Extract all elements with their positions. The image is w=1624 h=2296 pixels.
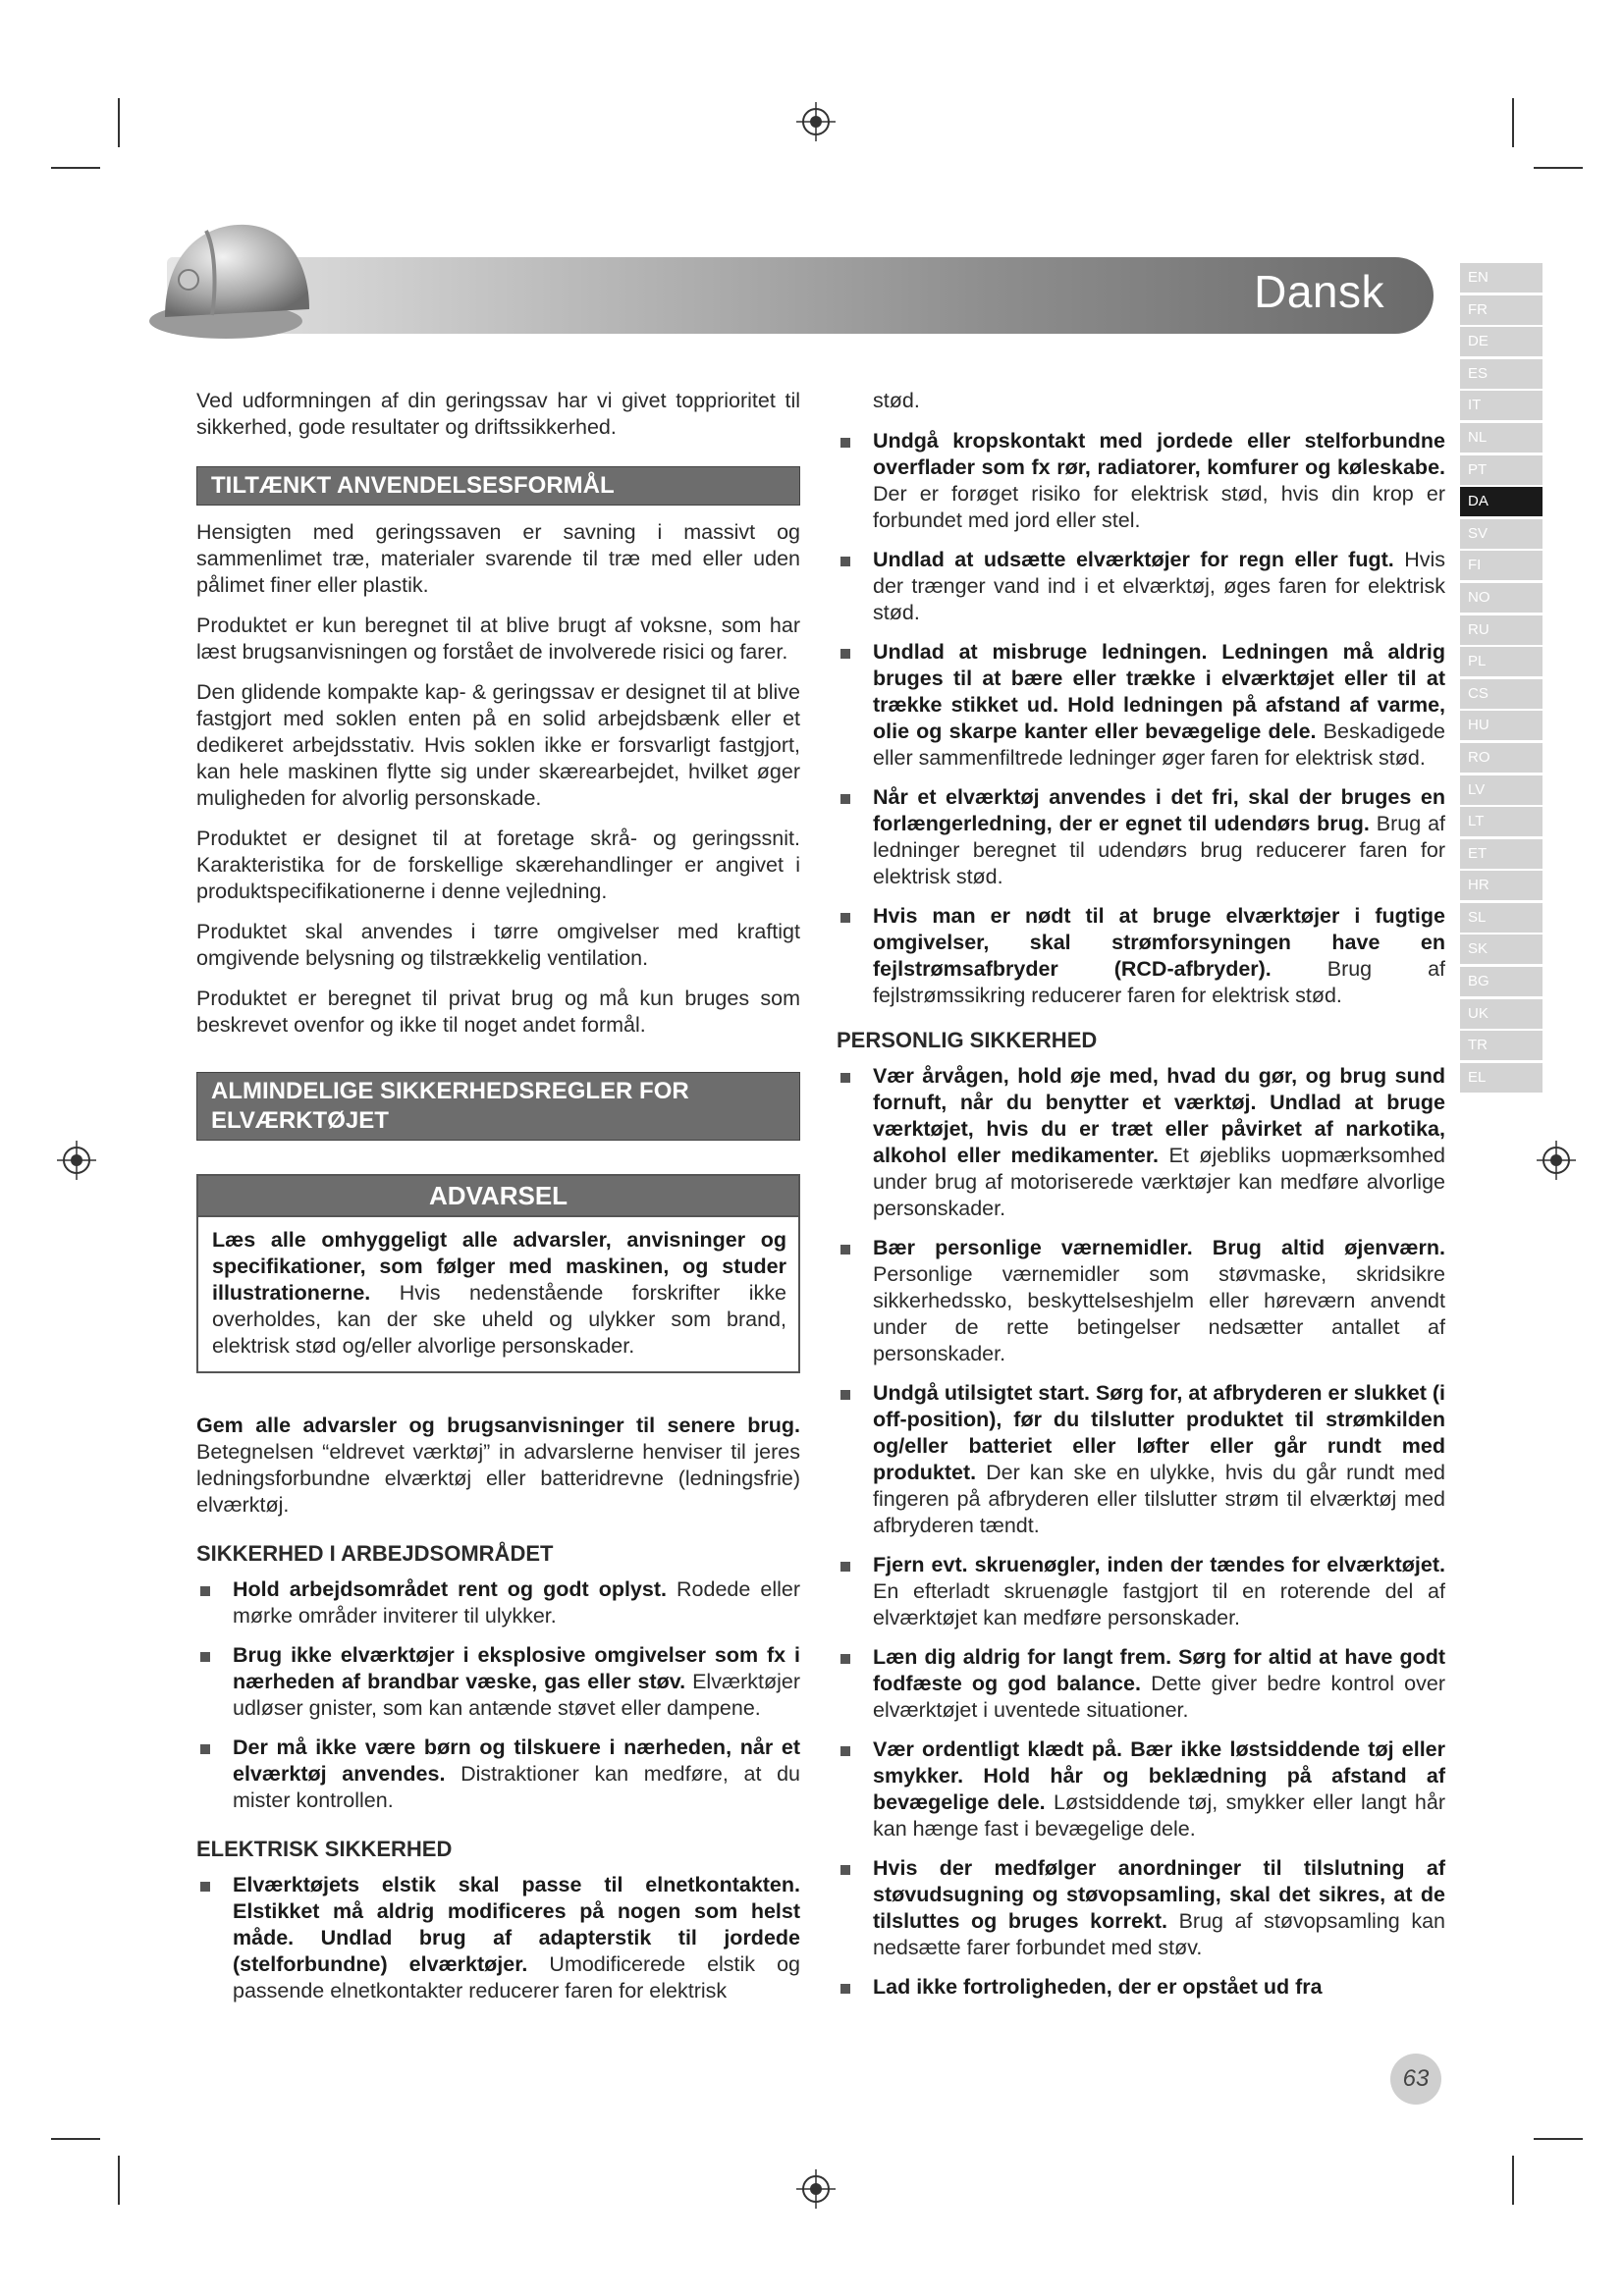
- language-tab-el: EL: [1460, 1063, 1543, 1093]
- language-tab-ro: RO: [1460, 743, 1543, 773]
- list-item: Undgå utilsigtet start. Sørg for, at afbryderen er slukket (i off-position), før du tilslutter produktet til strømkilden og/eller batteriet eller løfter eller går rundt med produktet. Der kan ske en ulykke, hvis du går rundt med fingeren på afbryderen eller tilslutter strøm til elværktøj med afbryderen tændt.: [837, 1380, 1445, 1539]
- paragraph: Produktet er kun beregnet til at blive brugt af voksne, som har læst brugsanvisningen og forstået de involverede risici og farer.: [196, 614, 800, 664]
- paragraph: Produktet skal anvendes i tørre omgivelser med kraftigt omgivende belysning og tilstrækkelig ventilation.: [196, 920, 800, 970]
- language-tab-es: ES: [1460, 359, 1543, 389]
- language-tab-et: ET: [1460, 839, 1543, 869]
- section-heading: TILTÆNKT ANVENDELSESFORMÅL: [196, 466, 800, 506]
- list-item: Undlad at misbruge ledningen. Ledningen må aldrig bruges til at bære eller trække i elværktøjet eller til at trække stikket ud. Hold ledningen på afstand af varme, olie og skarpe kanter eller bevægelige dele. Beskadigede eller sammenfiltrede ledninger øger faren for elektrisk stød.: [837, 639, 1445, 772]
- list-item: Læn dig aldrig for langt frem. Sørg for altid at have godt fodfæste og god balance. Dette giver bedre kontrol over elværktøjet i uventede situationer.: [837, 1644, 1445, 1724]
- language-tab-sv: SV: [1460, 519, 1543, 549]
- list-item: Vær ordentligt klædt på. Bær ikke løstsiddende tøj eller smykker. Hold hår og beklædning på afstand af bevægelige dele. Løstsiddende tøj, smykker eller langt hår kan hænge fast i bevægelige dele.: [837, 1736, 1445, 1842]
- crop-mark: [51, 167, 100, 169]
- helmet-icon: [147, 211, 319, 344]
- warning-text: Læs alle omhyggeligt alle advarsler, anvisninger og specifikationer, som følger med maskinen, og studer illustrationerne. Hvis nedenstående forskrifter ikke overholdes, kan der ske uheld og ulykker som brand, elektrisk stød og/eller alvorlige personskader.: [212, 1228, 786, 1358]
- language-tab-fi: FI: [1460, 551, 1543, 580]
- language-tab-en: EN: [1460, 263, 1543, 293]
- list-item: Lad ikke fortroligheden, der er opstået ud fra: [837, 1974, 1445, 2001]
- page-title: Dansk: [1254, 266, 1384, 317]
- language-tab-it: IT: [1460, 391, 1543, 420]
- language-tab-no: NO: [1460, 583, 1543, 613]
- crop-mark: [51, 2138, 100, 2140]
- language-tab-da: DA: [1460, 487, 1543, 516]
- crop-mark: [1512, 2156, 1514, 2205]
- paragraph: Hensigten med geringssaven er savning i massivt og sammenlimet træ, materialer svarende til træ med eller uden pålimet finer eller plastik.: [196, 520, 800, 597]
- language-tab-pl: PL: [1460, 647, 1543, 676]
- language-tab-bg: BG: [1460, 967, 1543, 996]
- crop-mark: [1534, 2138, 1583, 2140]
- list-item: Undlad at udsætte elværktøjer for regn eller fugt. Hvis der trænger vand ind i et elværktøj, øges faren for elektrisk stød.: [837, 547, 1445, 626]
- paragraph: stød.: [873, 389, 920, 412]
- list-item: Fjern evt. skruenøgler, inden der tændes for elværktøjet. En efterladt skruenøgle fastgjort til en roterende del af elværktøjet kan medføre personskader.: [837, 1552, 1445, 1631]
- crop-mark: [118, 98, 120, 147]
- language-tab-sl: SL: [1460, 903, 1543, 933]
- language-tab-tr: TR: [1460, 1031, 1543, 1060]
- crop-mark: [118, 2156, 120, 2205]
- language-tab-fr: FR: [1460, 295, 1543, 325]
- list-item: Når et elværktøj anvendes i det fri, skal der bruges en forlængerledning, der er egnet til udendørs brug. Brug af ledninger beregnet til udendørs brug reducerer faren for elektrisk stød.: [837, 784, 1445, 890]
- language-sidebar: [1460, 263, 1543, 1095]
- list-item: Vær årvågen, hold øje med, hvad du gør, og brug sund fornuft, når du benytter et værktøj. Undlad at bruge værktøjet, hvis du er træt eller påvirket af narkotika, alkohol eller medikamenter. Et øjebliks uopmærksomhed under brug af motoriserede værktøjer kan medføre alvorlige personskader.: [837, 1063, 1445, 1222]
- language-tab-ru: RU: [1460, 615, 1543, 645]
- list-item: Der må ikke være børn og tilskuere i nærheden, når et elværktøj anvendes. Distraktioner kan medføre, at du mister kontrollen.: [196, 1735, 800, 1814]
- list-item: Hvis man er nødt til at bruge elværktøjer i fugtige omgivelser, skal strømforsyningen have en fejlstrømsafbryder (RCD-afbryder). Brug af fejlstrømssikring reducerer faren for elektrisk stød.: [837, 903, 1445, 1009]
- warning-title: ADVARSEL: [198, 1176, 798, 1217]
- subsection-heading: PERSONLIG SIKKERHED: [837, 1028, 1098, 1052]
- paragraph: Produktet er designet til at foretage skrå- og geringssnit. Karakteristika for de forskellige skærehandlinger er angivet i produktspecifikationerne i denne vejledning.: [196, 827, 800, 903]
- registration-mark-icon: [796, 102, 836, 141]
- paragraph: Produktet er beregnet til privat brug og må kun bruges som beskrevet ovenfor og ikke til noget andet formål.: [196, 987, 800, 1037]
- language-tab-sk: SK: [1460, 934, 1543, 964]
- language-tab-lt: LT: [1460, 807, 1543, 836]
- list-item: Hold arbejdsområdet rent og godt oplyst. Rodede eller mørke områder inviterer til ulykker.: [196, 1576, 800, 1629]
- language-tab-nl: NL: [1460, 423, 1543, 453]
- language-tab-uk: UK: [1460, 999, 1543, 1029]
- language-tab-pt: PT: [1460, 455, 1543, 485]
- registration-mark-icon: [796, 2169, 836, 2209]
- list-item: Undgå kropskontakt med jordede eller stelforbundne overflader som fx rør, radiatorer, komfurer og køleskabe. Der er forøget risiko for elektrisk stød, hvis din krop er forbundet med jord eller stel.: [837, 428, 1445, 534]
- language-tab-hr: HR: [1460, 871, 1543, 900]
- right-column: [837, 388, 1445, 2013]
- crop-mark: [1534, 167, 1583, 169]
- language-tab-de: DE: [1460, 327, 1543, 356]
- paragraph: Den glidende kompakte kap- & geringssav er designet til at blive fastgjort med soklen enten på en solid arbejdsbænk eller et dedikeret arbejdsstativ. Hvis soklen ikke er forsvarligt fastgjort, kan hele maskinen flytte sig under skærearbejdet, hvilket øger muligheden for alvorlig personskade.: [196, 680, 800, 810]
- list-item: Elværktøjets elstik skal passe til elnetkontakten. Elstikket må aldrig modificeres på nogen som helst måde. Undlad brug af adapterstik til jordede (stelforbundne) elværktøjer. Umodificerede elstik og passende elnetkontakter reducerer faren for elektrisk: [196, 1872, 800, 2004]
- registration-mark-icon: [1537, 1141, 1576, 1180]
- list-item: Hvis der medfølger anordninger til tilslutning af støvudsugning og støvopsamling, skal det sikres, at de tilsluttes og bruges korrekt. Brug af støvopsamling kan nedsætte farer forbundet med støv.: [837, 1855, 1445, 1961]
- language-tab-lv: LV: [1460, 775, 1543, 805]
- intro-paragraph: Ved udformningen af din geringssav har vi givet topprioritet til sikkerhed, gode resultater og driftssikkerhed.: [196, 389, 800, 439]
- list-item: Bær personlige værnemidler. Brug altid øjenværn. Personlige værnemidler som støvmaske, skridsikre sikkerhedssko, beskyttelseshjelm eller høreværn anvendt under de rette betingelser nedsætter antallet af personskader.: [837, 1235, 1445, 1367]
- warning-box: [196, 1174, 800, 1373]
- section-heading: ALMINDELIGE SIKKERHEDSREGLER FOR ELVÆRKTØJET: [196, 1072, 800, 1141]
- registration-mark-icon: [57, 1141, 96, 1180]
- crop-mark: [1512, 98, 1514, 147]
- language-tab-hu: HU: [1460, 711, 1543, 740]
- page-number: 63: [1390, 2054, 1441, 2105]
- subsection-heading: ELEKTRISK SIKKERHED: [196, 1837, 453, 1861]
- list-item: Brug ikke elværktøjer i eksplosive omgivelser som fx i nærheden af brandbar væske, gas eller støv. Elværktøjer udløser gnister, som kan antænde støvet eller dampene.: [196, 1642, 800, 1722]
- header-banner: [167, 257, 1434, 334]
- left-column: [196, 388, 800, 2017]
- language-tab-cs: CS: [1460, 679, 1543, 709]
- subsection-heading: SIKKERHED I ARBEJDSOMRÅDET: [196, 1541, 554, 1566]
- paragraph: Gem alle advarsler og brugsanvisninger til senere brug. Betegnelsen “eldrevet værktøj” in advarslerne henviser til jeres ledningsforbundne elværktøj eller batteridrevne (ledningsfrie) elværktøj.: [196, 1414, 800, 1517]
